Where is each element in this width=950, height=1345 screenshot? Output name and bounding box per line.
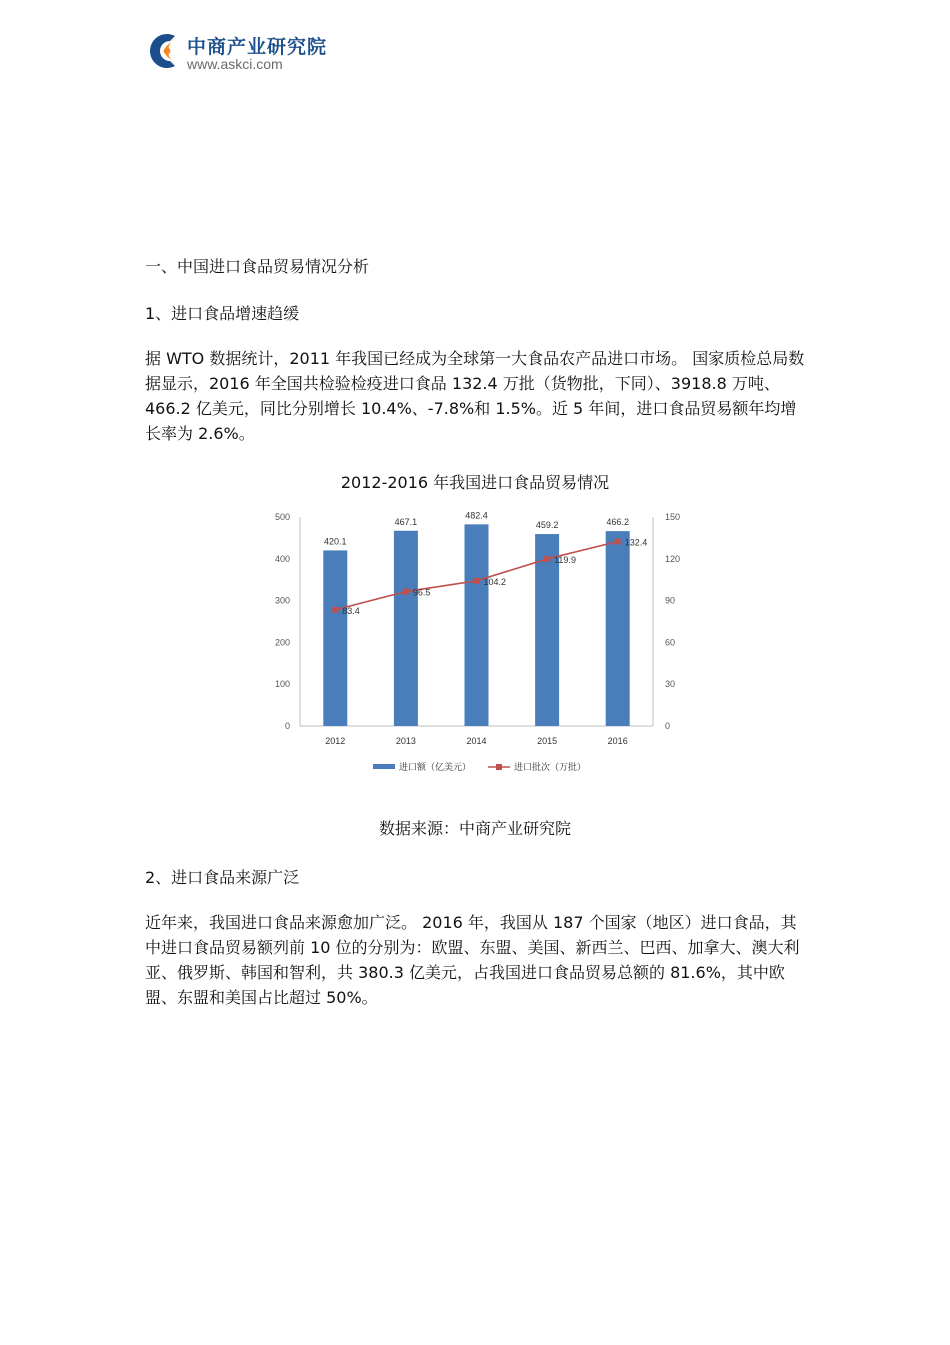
x-tick-label: 2013 — [395, 736, 416, 746]
section-title: 一、中国进口食品贸易情况分析 — [145, 257, 370, 276]
subsection-1-paragraph: 据 WTO 数据统计，2011 年我国已经成为全球第一大食品农产品进口市场。 国家质检总局数据显示，2016 年全国共检验检疫进口食品 132.4 万批（货物批，下同）、3918.8 万吨、466.2 亿美元，同比分别增长 10.4%、-7.8%和 1.5%。近 5 年间，进口食品贸易额年均增长率为 2.6%。 — [145, 349, 805, 443]
y-left-tick-label: 200 — [274, 637, 290, 648]
askci-logo — [145, 28, 345, 78]
logo-url: www.askci.com — [187, 56, 283, 72]
line-data-label: 132.4 — [624, 537, 648, 548]
legend-label-bar: 进口额（亿美元） — [399, 763, 472, 773]
y-right-tick-label: 30 — [665, 679, 676, 690]
y-left-tick-label: 100 — [274, 679, 290, 690]
y-left-tick-label: 0 — [284, 721, 290, 731]
line-point — [615, 539, 621, 545]
y-right-tick-label: 90 — [665, 595, 676, 606]
bar-data-label: 459.2 — [535, 520, 559, 531]
chart-title: 2012-2016 年我国进口食品贸易情况 — [340, 473, 610, 492]
logo-name: 中商产业研究院 — [187, 36, 328, 58]
x-tick-label: 2012 — [325, 736, 346, 746]
bar-import-value — [465, 524, 489, 726]
line-data-label: 83.4 — [342, 605, 360, 616]
y-right-tick-label: 120 — [665, 553, 681, 564]
y-left-tick-label: 400 — [274, 553, 290, 564]
x-tick-label: 2015 — [537, 736, 558, 746]
trade-chart-svg — [260, 500, 690, 785]
legend-swatch-line-marker — [496, 764, 502, 770]
trade-chart — [260, 500, 690, 785]
y-right-tick-label: 150 — [665, 512, 681, 522]
line-data-label: 119.9 — [554, 554, 576, 565]
bar-import-value — [606, 531, 630, 726]
logo-mark-icon — [145, 30, 181, 72]
x-tick-label: 2014 — [466, 736, 487, 746]
legend-swatch-bar — [373, 764, 395, 769]
subsection-1-title: 1、进口食品增速趋缓 — [145, 304, 300, 323]
bar-data-label: 482.4 — [465, 510, 488, 521]
bar-data-label: 466.2 — [606, 517, 629, 528]
legend-label-line: 进口批次（万批） — [514, 763, 587, 773]
line-point — [544, 556, 550, 562]
bar-data-label: 420.1 — [324, 536, 347, 547]
y-right-tick-label: 0 — [665, 721, 671, 731]
y-left-tick-label: 300 — [274, 595, 290, 606]
x-tick-label: 2016 — [607, 736, 628, 746]
bar-import-value — [394, 531, 418, 726]
y-right-tick-label: 60 — [665, 637, 676, 648]
subsection-2-paragraph: 近年来，我国进口食品来源愈加广泛。 2016 年，我国从 187 个国家（地区）进口食品，其中进口食品贸易额列前 10 位的分别为：欧盟、东盟、美国、新西兰、巴西、加拿大、澳大利亚、俄罗斯、韩国和智利，共 380.3 亿美元，占我国进口食品贸易总额的 81.6%，其中欧盟、东盟和美国占比超过 50%。 — [145, 913, 800, 1007]
bar-data-label: 467.1 — [394, 516, 418, 527]
line-data-label: 104.2 — [483, 576, 507, 587]
line-data-label: 96.5 — [412, 587, 431, 598]
y-left-tick-label: 500 — [274, 512, 290, 522]
subsection-2-title: 2、进口食品来源广泛 — [145, 868, 300, 887]
line-point — [403, 589, 409, 595]
line-point — [474, 578, 480, 584]
chart-source: 数据来源：中商产业研究院 — [378, 819, 571, 838]
bar-import-value — [323, 550, 347, 726]
line-point — [332, 607, 338, 613]
